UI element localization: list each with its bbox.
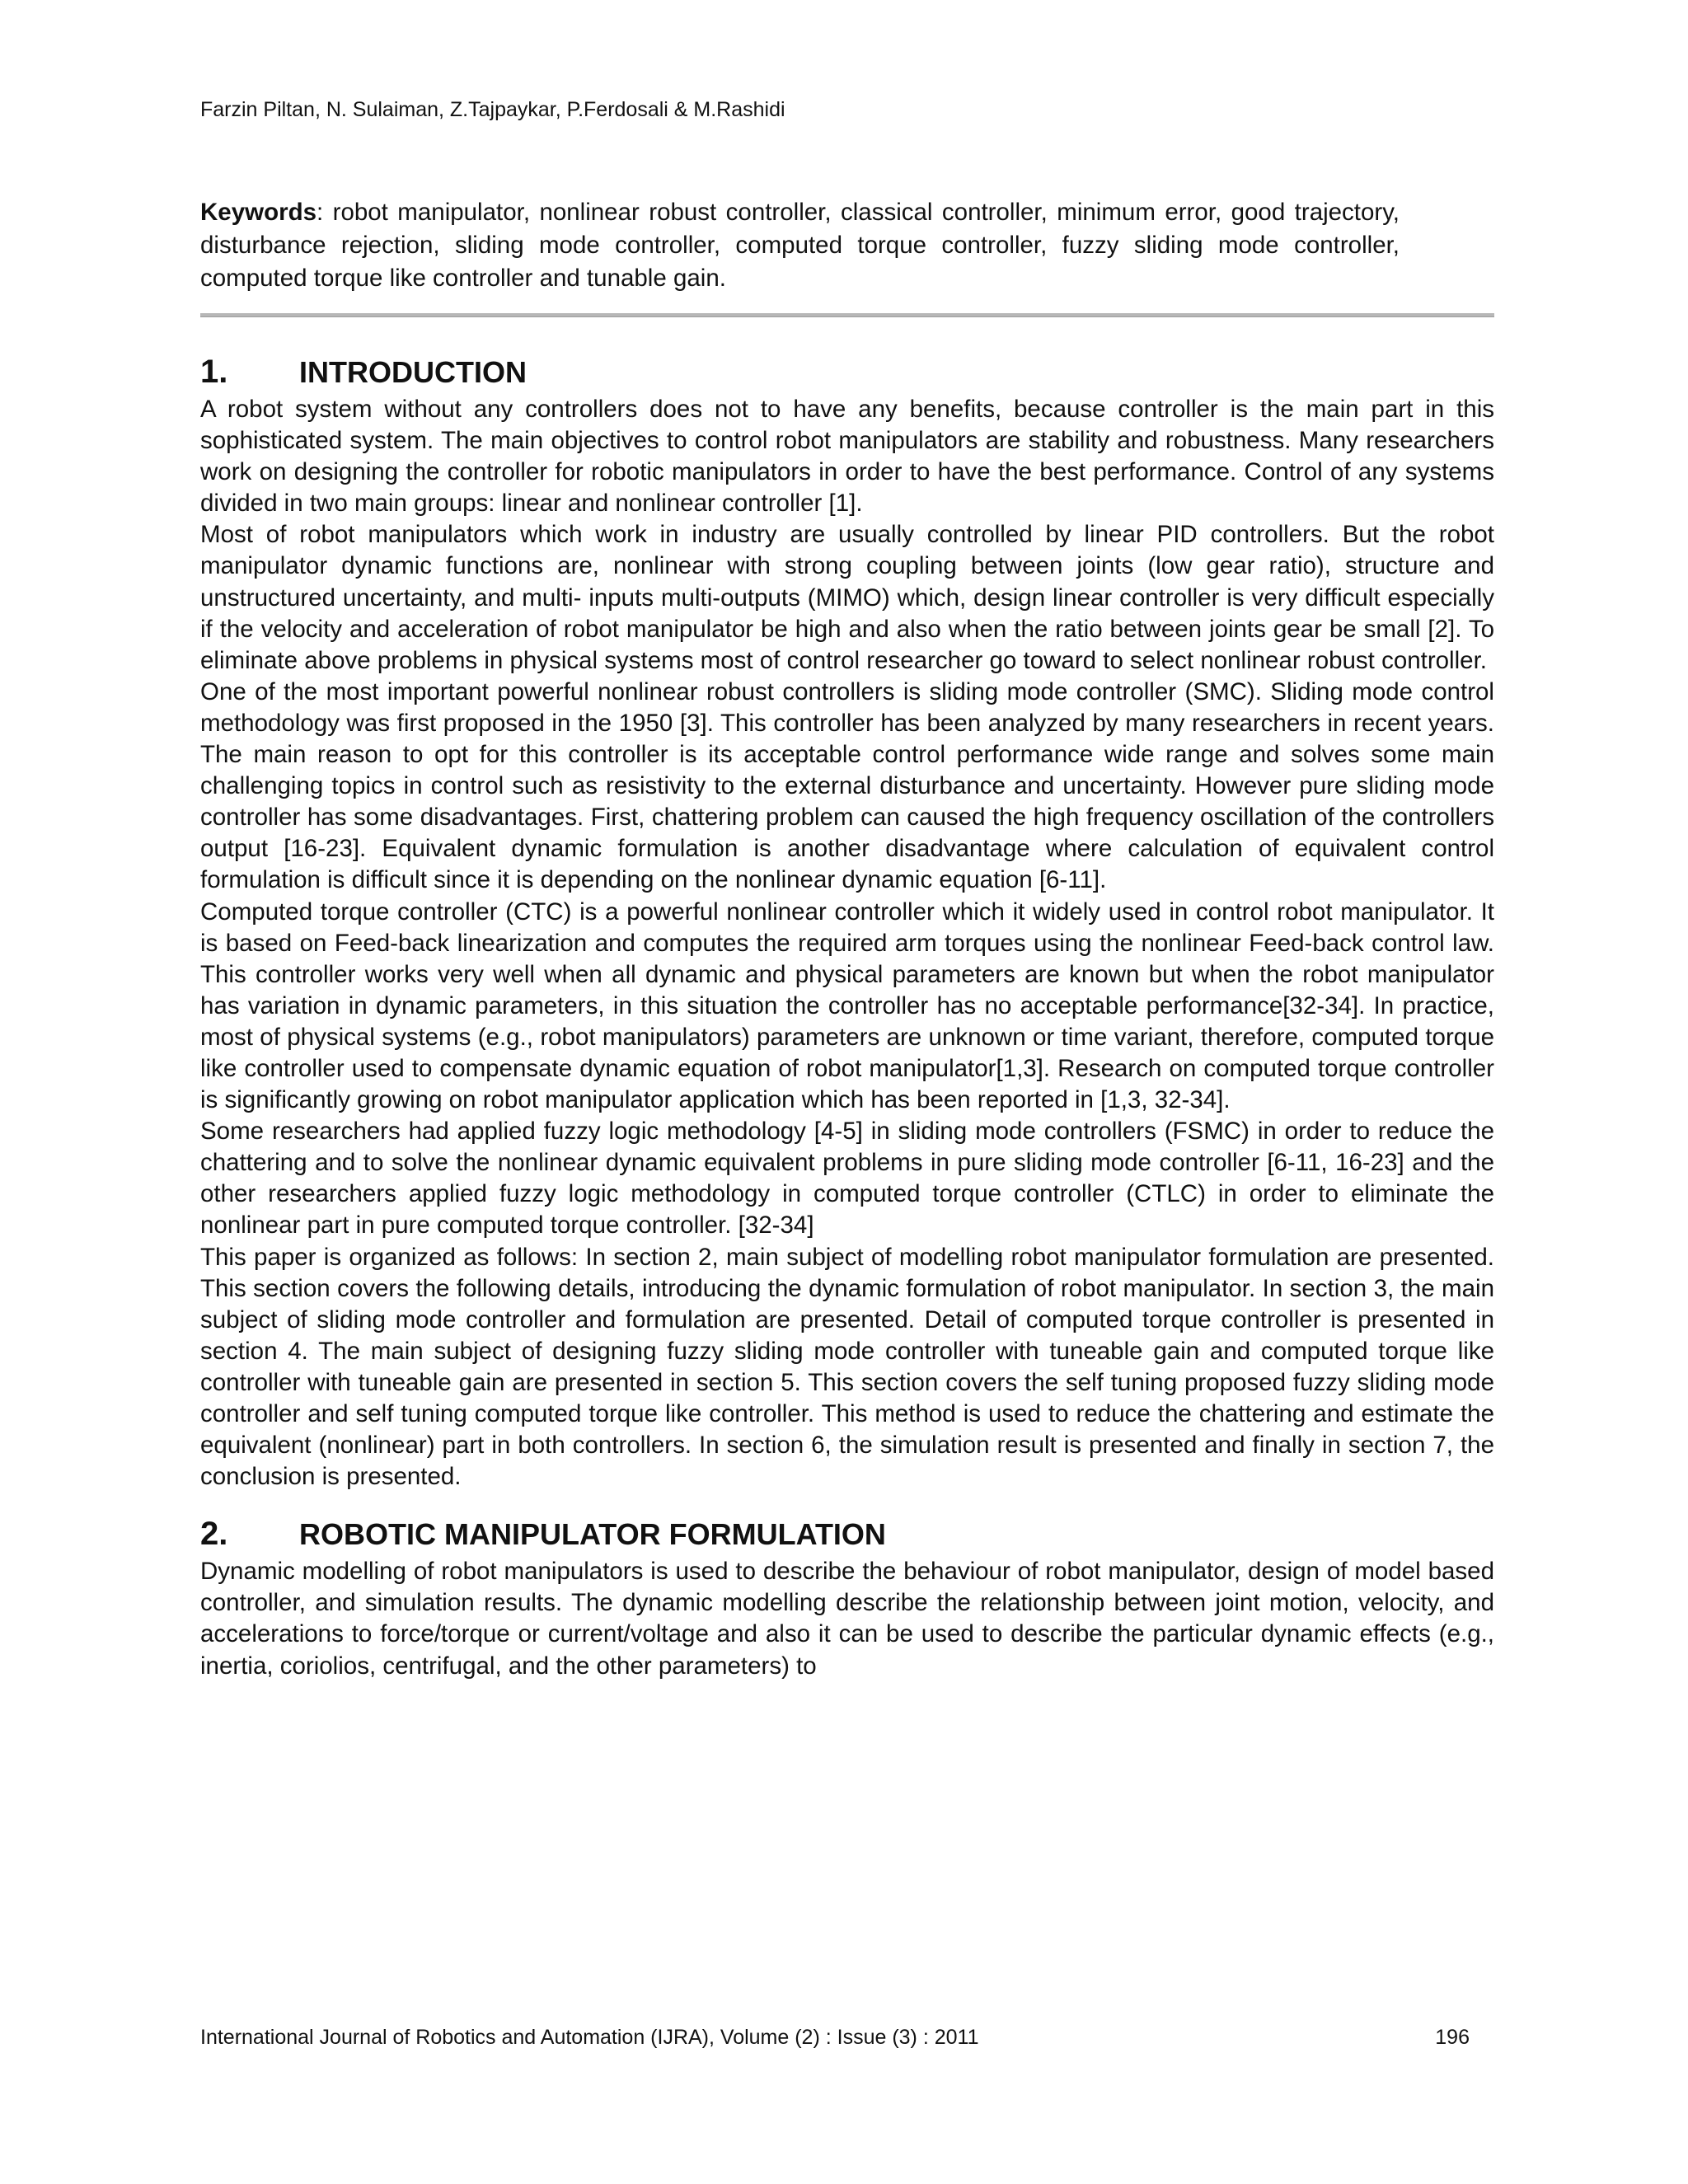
page-content	[200, 196, 1494, 1682]
intro-paragraph-2: Most of robot manipulators which work in industry are usually controlled by linear PID controllers. But the robot manipulator dynamic functions are, nonlinear with strong coupling between joints (low gear ratio), structure and unstructured uncertainty, and multi- inputs multi-outputs (MIMO) which, design linear controller is very difficult especially if the velocity and acceleration of robot manipulator be high and also when the ratio between joints gear be small [2]. To eliminate above problems in physical systems most of control researcher go toward to select nonlinear robust controller.	[200, 521, 1494, 674]
keywords-block	[200, 196, 1400, 295]
running-foot	[200, 2025, 1494, 2050]
intro-paragraph-3: One of the most important powerful nonlinear robust controllers is sliding mode controller (SMC). Sliding mode control methodology was first proposed in the 1950 [3]. This controller has been analyzed by many researchers in recent years. The main reason to opt for this controller is its acceptable control performance wide range and solves some main challenging topics in control such as resistivity to the external disturbance and uncertainty. However pure sliding mode controller has some disadvantages. First, chattering problem can caused the high frequency oscillation of the controllers output [16-23]. Equivalent dynamic formulation is another disadvantage where calculation of equivalent control formulation is difficult since it is depending on the nonlinear dynamic equation [6-11].	[200, 677, 1494, 894]
keywords-label: Keywords	[200, 199, 316, 226]
intro-paragraph-5: Some researchers had applied fuzzy logic methodology [4-5] in sliding mode controllers (FSMC) in order to reduce the chattering and to solve the nonlinear dynamic equivalent problems in pure sliding mode controller [6-11, 16-23] and the other researchers applied fuzzy logic methodology in computed torque controller (CTLC) in order to eliminate the nonlinear part in pure computed torque controller. [32-34]	[200, 1118, 1494, 1240]
section-1-heading	[200, 350, 1494, 394]
running-head-authors: Farzin Piltan, N. Sulaiman, Z.Tajpaykar, P.Ferdosali & M.Rashidi	[200, 98, 785, 121]
section-1-title: INTRODUCTION	[299, 355, 527, 389]
section-2-title: ROBOTIC MANIPULATOR FORMULATION	[299, 1517, 886, 1552]
intro-paragraph-1: A robot system without any controllers does not to have any benefits, because controller is the main part in this sophisticated system. The main objectives to control robot manipulators are stability and robustness. Many researchers work on designing the controller for robotic manipulators in order to have the best performance. Control of any systems divided in two main groups: linear and nonlinear controller [1].	[200, 396, 1494, 518]
journal-citation: International Journal of Robotics and Automation (IJRA), Volume (2) : Issue (3) : 2011	[200, 2026, 979, 2049]
section-2-number: 2.	[200, 1516, 228, 1553]
intro-paragraph-4: Computed torque controller (CTC) is a powerful nonlinear controller which it widely used in control robot manipulator. It is based on Feed-back linearization and computes the required arm torques using the nonlinear Feed-back control law. This controller works very well when all dynamic and physical parameters are known but when the robot manipulator has variation in dynamic parameters, in this situation the controller has no acceptable performance[32-34]. In practice, most of physical systems (e.g., robot manipulators) parameters are unknown or time variant, therefore, computed torque like controller used to compensate dynamic equation of robot manipulator[1,3]. Research on computed torque controller is significantly growing on robot manipulator application which has been reported in [1,3, 32-34].	[200, 898, 1494, 1114]
keywords-text: : robot manipulator, nonlinear robust controller, classical controller, minimum error, good trajectory, disturbance rejection, sliding mode controller, computed torque controller, fuzzy sliding mode controller, computed torque like controller and tunable gain.	[200, 199, 1400, 292]
intro-paragraph-6: This paper is organized as follows: In section 2, main subject of modelling robot manipulator formulation are presented. This section covers the following details, introducing the dynamic formulation of robot manipulator. In section 3, the main subject of sliding mode controller and formulation are presented. Detail of computed torque controller is presented in section 4. The main subject of designing fuzzy sliding mode controller with tuneable gain and computed torque like controller with tuneable gain are presented in section 5. This section covers the self tuning proposed fuzzy sliding mode controller and self tuning computed torque like controller. This method is used to reduce the chattering and estimate the equivalent (nonlinear) part in both controllers. In section 6, the simulation result is presented and finally in section 7, the conclusion is presented.	[200, 1243, 1494, 1491]
section-2-heading	[200, 1512, 1494, 1556]
section-2-paragraph-1: Dynamic modelling of robot manipulators is used to describe the behaviour of robot manipulator, design of model based controller, and simulation results. The dynamic modelling describe the relationship between joint motion, velocity, and accelerations to force/torque or current/voltage and also it can be used to describe the particular dynamic effects (e.g., inertia, coriolios, centrifugal, and the other parameters) to	[200, 1558, 1494, 1680]
horizontal-rule	[200, 313, 1494, 317]
section-1-number: 1.	[200, 354, 228, 390]
page-number: 196	[1435, 2026, 1470, 2049]
